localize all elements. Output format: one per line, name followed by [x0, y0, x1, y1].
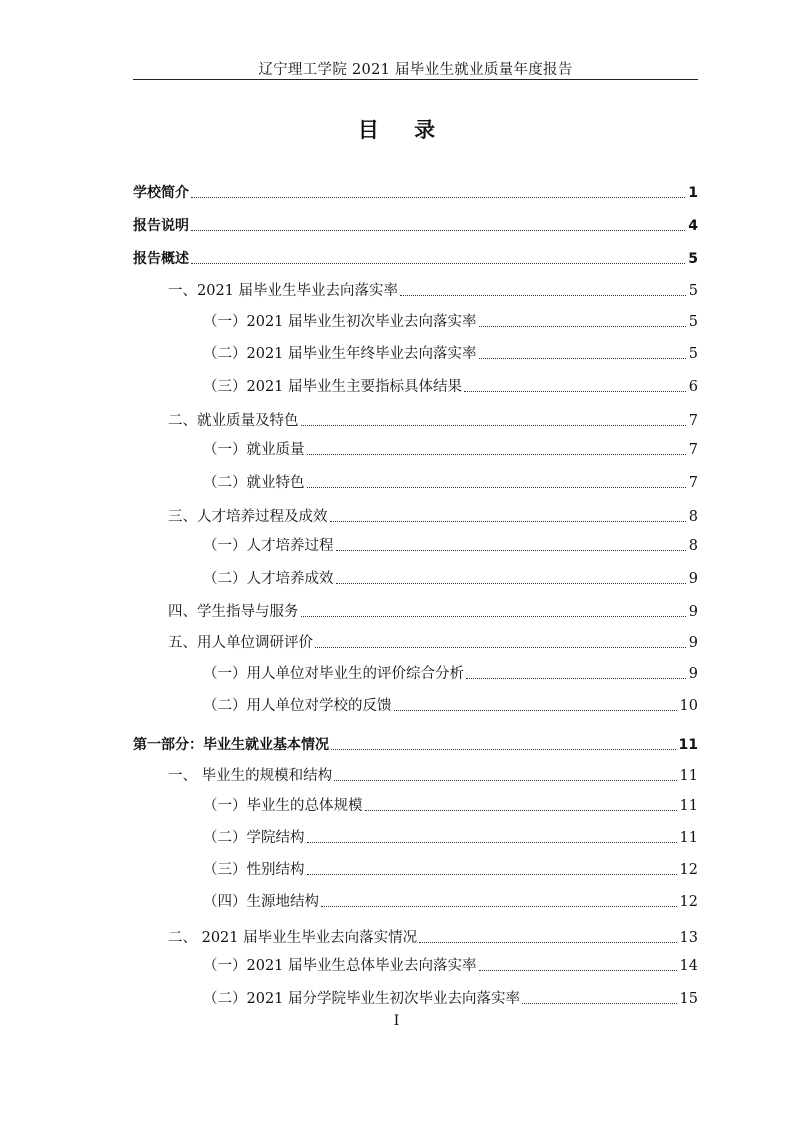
- toc-entry[interactable]: [133, 726, 698, 754]
- toc-page-number: 1: [688, 185, 698, 201]
- toc-entry-label: （一）用人单位对毕业生的评价综合分析: [203, 666, 464, 682]
- toc-page-number: 9: [688, 635, 698, 651]
- dot-leader: [419, 942, 676, 943]
- toc-entry-label: 二、就业质量及特色: [168, 413, 299, 429]
- dot-leader: [365, 810, 677, 811]
- dot-leader: [331, 749, 676, 750]
- toc-entry[interactable]: [133, 883, 698, 911]
- toc-entry[interactable]: [133, 207, 698, 235]
- toc-entry[interactable]: [133, 464, 698, 492]
- dot-leader: [479, 970, 677, 971]
- toc-page-number: 5: [688, 283, 698, 299]
- toc-page-number: 10: [679, 698, 698, 714]
- toc-page-number: 9: [688, 571, 698, 587]
- dot-leader: [479, 358, 686, 359]
- toc-entry-label: （三）2021 届毕业生主要指标具体结果: [203, 379, 463, 395]
- dot-leader: [307, 874, 677, 875]
- dot-leader: [321, 906, 677, 907]
- toc-entry[interactable]: [133, 787, 698, 815]
- toc-page-number: 8: [688, 509, 698, 525]
- toc-entry-label: （一）就业质量: [203, 442, 305, 458]
- dot-leader: [336, 550, 686, 551]
- toc-entry[interactable]: [133, 303, 698, 331]
- toc-entry[interactable]: [133, 527, 698, 555]
- toc-page-number: 7: [688, 442, 698, 458]
- toc-entry-label: 第一部分：毕业生就业基本情况: [133, 737, 329, 753]
- toc-page-number: 5: [688, 346, 698, 362]
- toc-entry-label: 四、学生指导与服务: [168, 604, 299, 620]
- toc-entry-label: 报告说明: [133, 218, 189, 234]
- toc-entry-label: （四）生源地结构: [203, 894, 319, 910]
- dot-leader: [191, 263, 685, 264]
- dot-leader: [400, 295, 686, 296]
- toc-page-number: 8: [688, 538, 698, 554]
- toc-entry-label: （二）用人单位对学校的反馈: [203, 698, 392, 714]
- toc-entry[interactable]: [133, 402, 698, 430]
- toc-entry-label: （二）学院结构: [203, 830, 305, 846]
- toc-page-number: 7: [688, 475, 698, 491]
- toc-entry-label: 一、 毕业生的规模和结构: [168, 768, 333, 784]
- toc-entry[interactable]: [133, 431, 698, 459]
- toc-entry[interactable]: [133, 272, 698, 300]
- toc-entry-label: 二、 2021 届毕业生毕业去向落实情况: [168, 930, 418, 946]
- dot-leader: [307, 454, 686, 455]
- dot-leader: [522, 1003, 677, 1004]
- toc-entry-label: 五、用人单位调研评价: [168, 635, 313, 651]
- toc-page-number: 11: [679, 830, 698, 846]
- dot-leader: [315, 647, 686, 648]
- dot-leader: [307, 842, 677, 843]
- toc-entry-label: 三、人才培养过程及成效: [168, 509, 328, 525]
- toc-page-number: 11: [679, 768, 698, 784]
- toc-page-number: 9: [688, 666, 698, 682]
- toc-entry[interactable]: [133, 624, 698, 652]
- page-title: 目 录: [357, 118, 450, 142]
- toc-entry[interactable]: [133, 174, 698, 202]
- dot-leader: [464, 391, 686, 392]
- toc-entry[interactable]: [133, 655, 698, 683]
- dot-leader: [466, 678, 686, 679]
- toc-entry[interactable]: [133, 851, 698, 879]
- dot-leader: [336, 583, 686, 584]
- toc-entry-label: （二）2021 届分学院毕业生初次毕业去向落实率: [203, 991, 521, 1007]
- dot-leader: [334, 780, 676, 781]
- toc-entry[interactable]: [133, 687, 698, 715]
- toc-page-number: 7: [688, 413, 698, 429]
- toc-entry-label: （二）就业特色: [203, 475, 305, 491]
- toc-entry-label: （一）2021 届毕业生初次毕业去向落实率: [203, 314, 477, 330]
- toc-entry[interactable]: [133, 919, 698, 947]
- dot-leader: [330, 521, 686, 522]
- toc-entry-label: （一）2021 届毕业生总体毕业去向落实率: [203, 958, 477, 974]
- toc-entry[interactable]: [133, 498, 698, 526]
- toc-entry-label: （三）性别结构: [203, 862, 305, 878]
- toc-entry-label: （一）人才培养过程: [203, 538, 334, 554]
- toc-page-number: 6: [688, 379, 698, 395]
- toc-entry[interactable]: [133, 240, 698, 268]
- dot-leader: [301, 616, 686, 617]
- toc-entry[interactable]: [133, 593, 698, 621]
- toc-entry[interactable]: [133, 980, 698, 1008]
- toc-page-number: 4: [688, 218, 698, 234]
- dot-leader: [301, 425, 686, 426]
- header-rule: [133, 79, 698, 80]
- toc-page-number: 13: [679, 930, 698, 946]
- toc-entry-label: 学校简介: [133, 185, 189, 201]
- toc-entry[interactable]: [133, 368, 698, 396]
- toc-entry-label: （二）2021 届毕业生年终毕业去向落实率: [203, 346, 477, 362]
- page-number: I: [393, 1013, 400, 1029]
- dot-leader: [479, 326, 686, 327]
- toc-page-number: 14: [679, 958, 698, 974]
- toc-page-number: 15: [679, 991, 698, 1007]
- toc-page-number: 12: [679, 894, 698, 910]
- toc-entry-label: 报告概述: [133, 251, 189, 267]
- toc-page-number: 5: [688, 251, 698, 267]
- dot-leader: [307, 487, 686, 488]
- dot-leader: [191, 230, 685, 231]
- dot-leader: [191, 197, 685, 198]
- toc-page-number: 9: [688, 604, 698, 620]
- toc-page-number: 11: [679, 798, 698, 814]
- toc-entry[interactable]: [133, 335, 698, 363]
- running-header: 辽宁理工学院 2021 届毕业生就业质量年度报告: [258, 62, 573, 78]
- toc-entry[interactable]: [133, 819, 698, 847]
- toc-entry-label: 一、2021 届毕业生毕业去向落实率: [168, 283, 399, 299]
- toc-entry[interactable]: [133, 947, 698, 975]
- dot-leader: [394, 710, 677, 711]
- toc-entry[interactable]: [133, 560, 698, 588]
- toc-page-number: 12: [679, 862, 698, 878]
- toc-page-number: 5: [688, 314, 698, 330]
- toc-entry-label: （二）人才培养成效: [203, 571, 334, 587]
- toc-page-number: 11: [678, 737, 698, 753]
- toc-entry-label: （一）毕业生的总体规模: [203, 798, 363, 814]
- toc-entry[interactable]: [133, 757, 698, 785]
